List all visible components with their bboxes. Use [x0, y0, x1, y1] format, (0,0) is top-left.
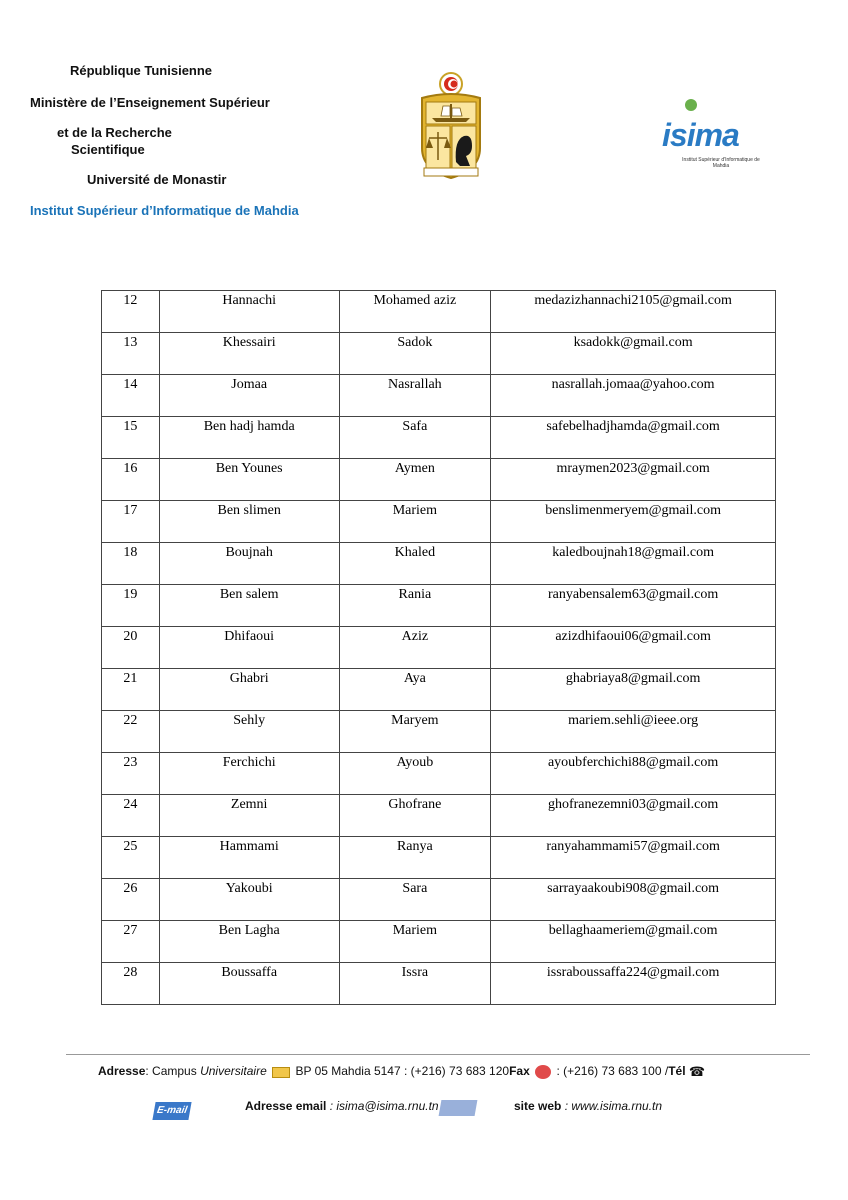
cell-number: 27	[102, 921, 160, 963]
header-ministry-line1: Ministère de l’Enseignement Supérieur	[30, 95, 270, 110]
cell-first-name: Issra	[339, 963, 491, 1005]
cell-email: mraymen2023@gmail.com	[491, 459, 776, 501]
cell-number: 24	[102, 795, 160, 837]
table-row	[102, 543, 776, 585]
cell-first-name: Aymen	[339, 459, 491, 501]
table-row	[102, 795, 776, 837]
cell-number: 28	[102, 963, 160, 1005]
cell-number: 13	[102, 333, 160, 375]
cell-last-name: Ferchichi	[159, 753, 339, 795]
header-ministry-line3: Scientifique	[71, 142, 145, 157]
header-country: République Tunisienne	[70, 63, 213, 78]
cell-email: kaledboujnah18@gmail.com	[491, 543, 776, 585]
cell-email: safebelhadjhamda@gmail.com	[491, 417, 776, 459]
cell-number: 16	[102, 459, 160, 501]
table-row	[102, 333, 776, 375]
footer-divider	[66, 1054, 810, 1055]
cell-first-name: Mariem	[339, 501, 491, 543]
cell-email: nasrallah.jomaa@yahoo.com	[491, 375, 776, 417]
telephone-icon: ☎	[688, 1064, 706, 1079]
logo-wordmark: isima	[662, 117, 739, 153]
cell-number: 12	[102, 291, 160, 333]
address-campus: Campus	[152, 1064, 197, 1079]
cell-first-name: Aya	[339, 669, 491, 711]
email-label: Adresse email	[245, 1099, 327, 1113]
cell-first-name: Sara	[339, 879, 491, 921]
cell-last-name: Zemni	[159, 795, 339, 837]
table-row	[102, 417, 776, 459]
fax-number: : (+216) 73 683 100 /	[553, 1064, 669, 1079]
cell-first-name: Ghofrane	[339, 795, 491, 837]
phone-number: : (+216) 73 683 120	[400, 1064, 510, 1079]
cell-first-name: Khaled	[339, 543, 491, 585]
table-row	[102, 753, 776, 795]
logo-tagline: Institut Supérieur d'Informatique de Mahdia	[682, 157, 760, 169]
cell-last-name: Ben slimen	[159, 501, 339, 543]
cell-email: benslimenmeryem@gmail.com	[491, 501, 776, 543]
cell-email: ghabriaya8@gmail.com	[491, 669, 776, 711]
cell-number: 21	[102, 669, 160, 711]
address-separator: :	[145, 1064, 153, 1079]
cell-number: 14	[102, 375, 160, 417]
cell-first-name: Nasrallah	[339, 375, 491, 417]
email-block	[245, 1099, 439, 1113]
cell-last-name: Hannachi	[159, 291, 339, 333]
cell-first-name: Sadok	[339, 333, 491, 375]
fax-label: Fax	[509, 1064, 530, 1079]
cell-last-name: Sehly	[159, 711, 339, 753]
cell-first-name: Mohamed aziz	[339, 291, 491, 333]
cell-email: ghofranezemni03@gmail.com	[491, 795, 776, 837]
cell-first-name: Rania	[339, 585, 491, 627]
cell-email: ranyabensalem63@gmail.com	[491, 585, 776, 627]
students-table-body	[102, 291, 776, 1005]
cell-email: ksadokk@gmail.com	[491, 333, 776, 375]
site-block	[514, 1099, 662, 1113]
logo-dot	[685, 99, 697, 111]
cell-last-name: Dhifaoui	[159, 627, 339, 669]
cell-last-name: Jomaa	[159, 375, 339, 417]
cell-first-name: Maryem	[339, 711, 491, 753]
cell-number: 25	[102, 837, 160, 879]
cell-email: sarrayaakoubi908@gmail.com	[491, 879, 776, 921]
header-university: Université de Monastir	[87, 172, 227, 187]
table-row	[102, 291, 776, 333]
isima-logo	[640, 95, 770, 175]
www-stamp-icon	[439, 1100, 478, 1116]
cell-email: ranyahammami57@gmail.com	[491, 837, 776, 879]
cell-email: ayoubferchichi88@gmail.com	[491, 753, 776, 795]
cell-last-name: Khessairi	[159, 333, 339, 375]
table-row	[102, 669, 776, 711]
email-badge-icon: E-mail	[152, 1102, 191, 1120]
cell-first-name: Aziz	[339, 627, 491, 669]
address-label: Adresse	[98, 1064, 146, 1079]
table-row	[102, 375, 776, 417]
cell-last-name: Hammami	[159, 837, 339, 879]
cell-email: azizdhifaoui06@gmail.com	[491, 627, 776, 669]
cell-last-name: Ben salem	[159, 585, 339, 627]
cell-number: 15	[102, 417, 160, 459]
cell-first-name: Ayoub	[339, 753, 491, 795]
cell-number: 17	[102, 501, 160, 543]
cell-first-name: Mariem	[339, 921, 491, 963]
header-ministry-line2: et de la Recherche	[57, 125, 172, 140]
header-institute: Institut Supérieur d’Informatique de Mahdia	[30, 203, 299, 218]
table-row	[102, 459, 776, 501]
address-universitaire: Universitaire	[200, 1064, 267, 1079]
table-row	[102, 837, 776, 879]
cell-number: 23	[102, 753, 160, 795]
cell-first-name: Safa	[339, 417, 491, 459]
tunisia-coat-of-arms-icon	[416, 70, 486, 182]
table-row	[102, 585, 776, 627]
cell-first-name: Ranya	[339, 837, 491, 879]
cell-email: mariem.sehli@ieee.org	[491, 711, 776, 753]
cell-last-name: Ben Younes	[159, 459, 339, 501]
cell-email: bellaghaameriem@gmail.com	[491, 921, 776, 963]
cell-number: 18	[102, 543, 160, 585]
students-table	[101, 290, 776, 1005]
envelope-icon	[272, 1067, 290, 1078]
table-row	[102, 921, 776, 963]
cell-last-name: Yakoubi	[159, 879, 339, 921]
table-row	[102, 711, 776, 753]
table-row	[102, 879, 776, 921]
footer-email-line	[150, 1098, 710, 1122]
fax-icon	[535, 1065, 551, 1079]
cell-last-name: Ghabri	[159, 669, 339, 711]
site-label: site web	[514, 1099, 562, 1113]
cell-last-name: Ben hadj hamda	[159, 417, 339, 459]
site-value[interactable]: : www.isima.rnu.tn	[561, 1099, 663, 1113]
table-row	[102, 501, 776, 543]
cell-number: 19	[102, 585, 160, 627]
email-value[interactable]: : isima@isima.rnu.tn	[326, 1099, 439, 1113]
cell-last-name: Ben Lagha	[159, 921, 339, 963]
cell-last-name: Boussaffa	[159, 963, 339, 1005]
cell-number: 20	[102, 627, 160, 669]
cell-number: 26	[102, 879, 160, 921]
cell-email: medazizhannachi2105@gmail.com	[491, 291, 776, 333]
cell-email: issraboussaffa224@gmail.com	[491, 963, 776, 1005]
cell-number: 22	[102, 711, 160, 753]
table-row	[102, 627, 776, 669]
table-row	[102, 963, 776, 1005]
tel-label: Tél	[668, 1064, 686, 1079]
footer-address-line	[98, 1064, 705, 1080]
cell-last-name: Boujnah	[159, 543, 339, 585]
address-bp: BP 05 Mahdia 5147	[295, 1064, 401, 1079]
